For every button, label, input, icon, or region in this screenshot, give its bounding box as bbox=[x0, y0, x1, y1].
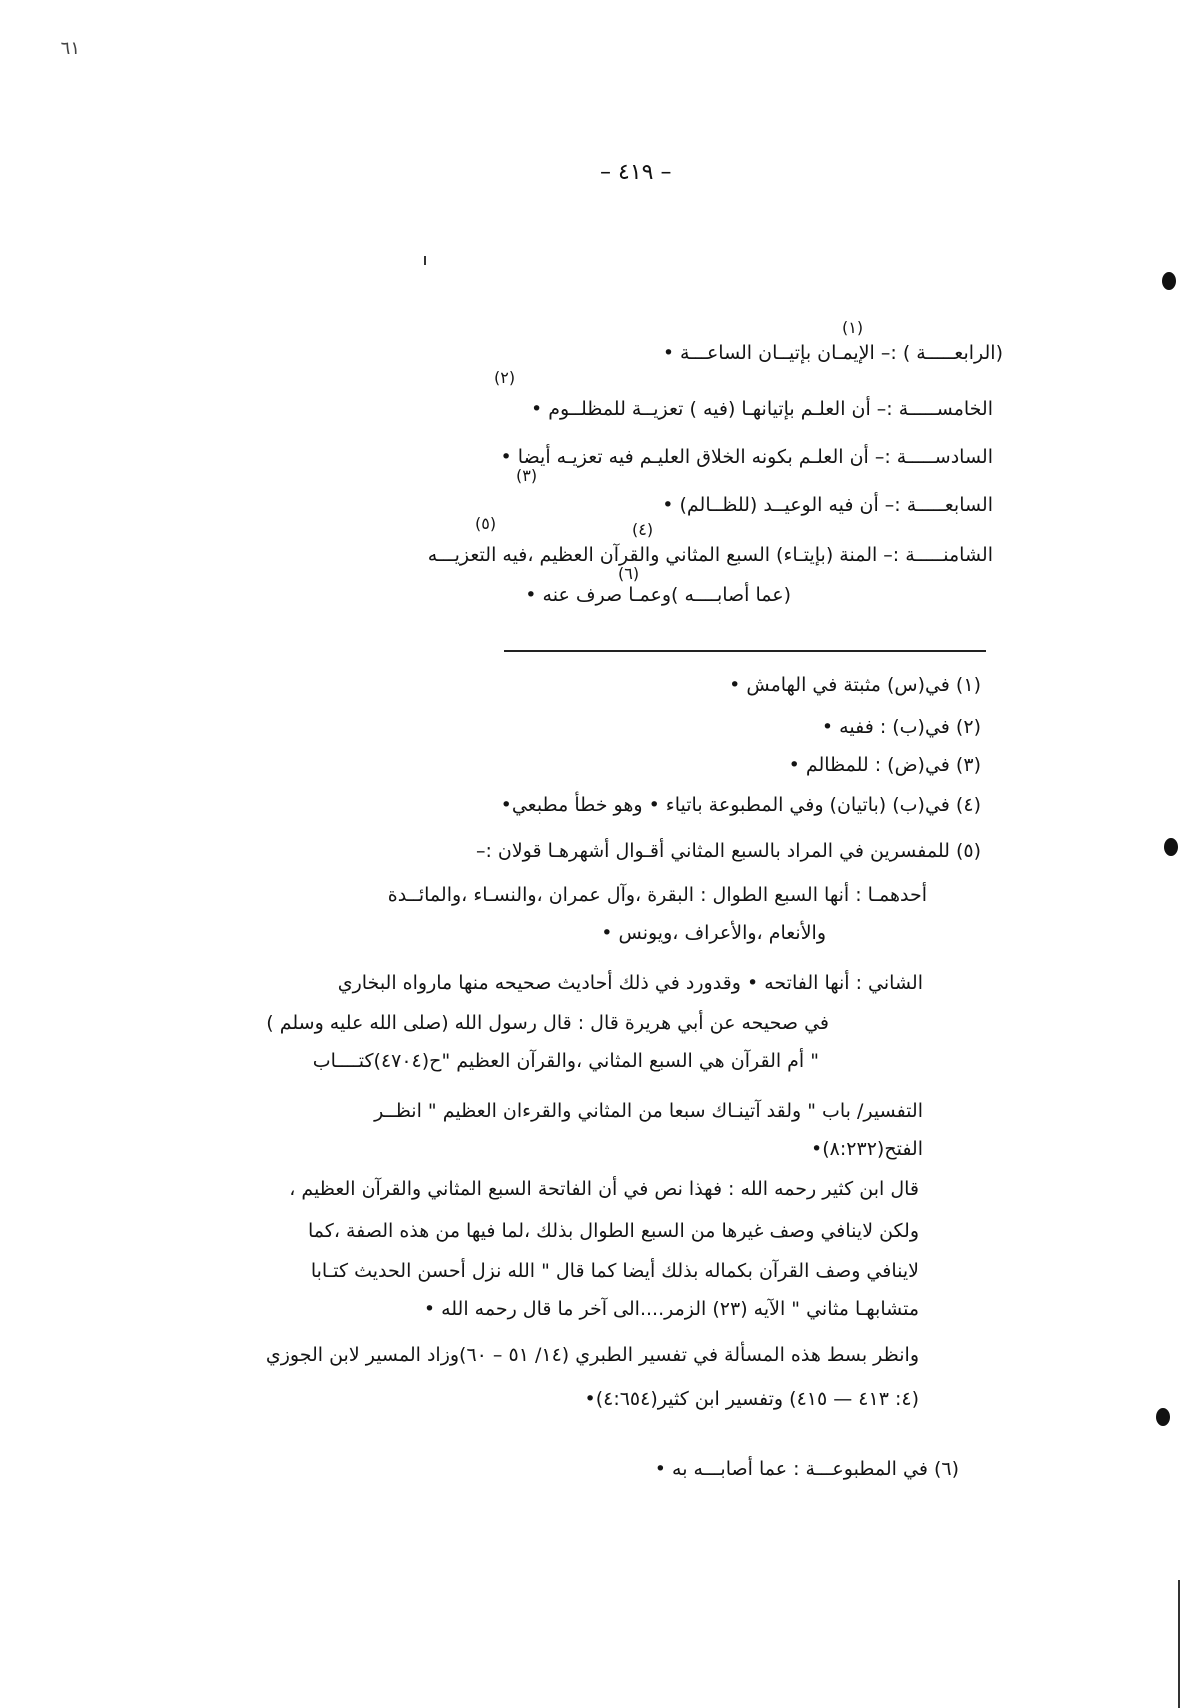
footnote-6: (٦) في المطبوعـــة : عما أصابـــه به • bbox=[654, 1458, 959, 1480]
corner-mark: ٦١ bbox=[60, 38, 80, 59]
main-line-1: (الرابعـــــة ) :– الإيمـان بإتيــان الساعـــة • bbox=[662, 342, 1003, 364]
footnote-5-line-2: أحدهمـا : أنها السبع الطوال : البقرة ،وآل عمران ،والنسـاء ،والمائــدة bbox=[387, 884, 927, 906]
stray-mark bbox=[424, 256, 426, 265]
footnote-5-line-7: التفسير/ باب " ولقد آتينـاك سبعا من المثاني والقرءان العظيم " انظــر bbox=[374, 1100, 923, 1122]
footnote-5-line-12: متشابهـا مثاني " الآيه (٢٣) الزمر....الى آخر ما قال رحمه الله • bbox=[423, 1298, 919, 1320]
scan-punch-hole bbox=[1164, 838, 1178, 856]
note-mark-4: (٤) bbox=[632, 520, 654, 539]
footnote-2: (٢) في(ب) : ففيه • bbox=[821, 716, 981, 738]
footnote-1: (١) في(س) مثبتة في الهامش • bbox=[729, 674, 981, 696]
footnote-5-line-9: قال ابن كثير رحمه الله : فهذا نص في أن الفاتحة السبع المثاني والقرآن العظيم ، bbox=[289, 1178, 919, 1200]
footnote-5-line-13: وانظر بسط هذه المسألة في تفسير الطبري (١٤/ ٥١ – ٦٠)وزاد المسير لابن الجوزي bbox=[265, 1344, 919, 1366]
scan-edge-line bbox=[1178, 1580, 1180, 1708]
footnote-5: (٥) للمفسرين في المراد بالسبع المثاني أقـوال أشهرهـا قولان :– bbox=[475, 840, 981, 862]
scan-punch-hole bbox=[1156, 1408, 1170, 1426]
footnote-5-line-3: والأنعام ،والأعراف ،ويونس • bbox=[601, 922, 826, 944]
footnote-5-line-5: في صحيحه عن أبي هريرة قال : قال رسول الله (صلى الله عليه وسلم ) bbox=[266, 1012, 829, 1034]
note-mark-6: (٦) bbox=[618, 564, 640, 583]
note-mark-3: (٣) bbox=[516, 466, 538, 485]
main-line-5: الشامنـــــة :– المنة (بإيتـاء) السبع المثاني والقرآن العظيم ،فيه التعزيـــه bbox=[427, 544, 993, 566]
footnote-5-line-10: ولكن لاينافي وصف غيرها من السبع الطوال بذلك ،لما فيها من هذه الصفة ،كما bbox=[308, 1220, 919, 1242]
main-line-6: (عما أصابــــه )وعمـا صرف عنه • bbox=[525, 584, 791, 606]
footnote-3: (٣) في(ض) : للمظالم • bbox=[788, 754, 981, 776]
main-line-2: الخامســـــة :– أن العلـم بإتيانهـا (فيه ) تعزيــة للمظلــوم • bbox=[530, 398, 993, 420]
main-line-3: السادســـــة :– أن العلـم بكونه الخلاق العليـم فيه تعزيـه أيضا • bbox=[500, 446, 993, 468]
footnote-4: (٤) في(ب) (باتيان) وفي المطبوعة باتياء • وهو خطأ مطبعي• bbox=[500, 794, 981, 816]
note-mark-5: (٥) bbox=[475, 514, 497, 533]
footnote-5-line-8: الفتح(٨:٢٣٢)• bbox=[811, 1138, 923, 1160]
main-line-4: السابعـــــة :– أن فيه الوعيــد (للظــالم) • bbox=[662, 494, 993, 516]
page-number: – ٤١٩ – bbox=[600, 160, 672, 185]
note-mark-1: (١) bbox=[842, 318, 864, 337]
note-mark-2: (٢) bbox=[494, 368, 516, 387]
footnote-5-line-11: لاينافي وصف القرآن بكماله بذلك أيضا كما قال " الله نزل أحسن الحديث كتـابا bbox=[310, 1260, 919, 1282]
footnote-5-line-4: الشاني : أنها الفاتحه • وقدورد في ذلك أحاديث صحيحه منها مارواه البخاري bbox=[337, 972, 923, 994]
footnote-separator bbox=[504, 650, 986, 652]
footnote-5-line-14: (٤: ٤١٣ — ٤١٥) وتفسير ابن كثير(٤:٦٥٤)• bbox=[584, 1388, 919, 1410]
footnote-5-line-6: " أم القرآن هي السبع المثاني ،والقرآن العظيم "ح(٤٧٠٤)كتــــاب bbox=[312, 1050, 819, 1072]
scan-punch-hole bbox=[1162, 272, 1176, 290]
